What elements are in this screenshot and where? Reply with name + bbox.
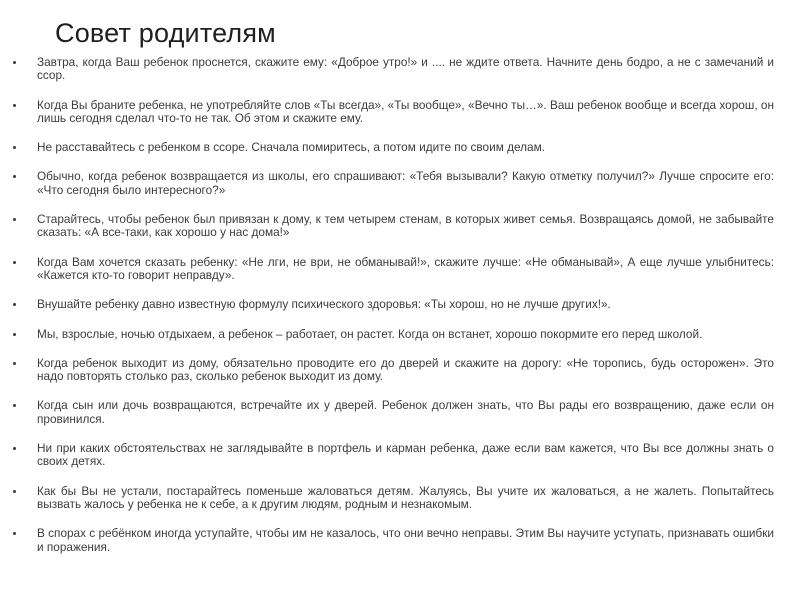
- advice-text: Старайтесь, чтобы ребенок был привязан к дому, к тем четырем стенам, в которых живет семья. Возвращаясь домой, не забывайте сказать: «А все-таки, как хорошо у нас дома!»: [37, 212, 774, 240]
- page-title: Совет родителям: [55, 18, 276, 48]
- advice-text: Завтра, когда Ваш ребенок проснется, скажите ему: «Доброе утро!» и .... не ждите ответа. Начните день бодро, а не с замечаний и ссор.: [37, 55, 774, 83]
- advice-text: Как бы Вы не устали, постарайтесь поменьше жаловаться детям. Жалуясь, Вы учите их жаловаться, а не жалеть. Попытайтесь вызвать жалось у ребенка не к себе, а к другим людям, родным и незнакомым.: [37, 483, 774, 511]
- bullet-icon: [13, 333, 16, 336]
- advice-item: [12, 99, 774, 126]
- advice-text: Обычно, когда ребенок возвращается из школы, его спрашивают: «Тебя вызывали? Какую отметку получил?» Лучше спросите его: «Что сегодня было интересного?»: [37, 169, 774, 197]
- advice-text: Когда сын или дочь возвращаются, встречайте их у дверей. Ребенок должен знать, что Вы рады его возвращению, даже если он провинился.: [37, 398, 774, 426]
- bullet-icon: [13, 61, 16, 64]
- advice-list: [12, 56, 774, 570]
- advice-item: [12, 256, 774, 283]
- bullet-icon: [13, 532, 16, 535]
- advice-text: Когда ребенок выходит из дому, обязательно проводите его до дверей и скажите на дорогу: «Не торопись, будь осторожен». Это надо повторять столько раз, сколько ребенок выходит из дому.: [37, 355, 774, 384]
- advice-text: Когда Вам хочется сказать ребенку: «Не лги, не ври, не обманывай!», скажите лучше: «Не обманывай», А еще лучше улыбнитесь: «Кажется кто-то говорит неправду».: [37, 254, 774, 282]
- advice-text: Мы, взрослые, ночью отдыхаем, а ребенок – работает, он растет. Когда он встанет, хорошо покормите его перед школой.: [37, 326, 703, 341]
- bullet-icon: [13, 104, 16, 107]
- advice-item: [12, 56, 774, 83]
- advice-item: [12, 527, 774, 554]
- bullet-icon: [13, 218, 16, 221]
- advice-item: [12, 328, 774, 341]
- bullet-icon: [13, 404, 16, 407]
- bullet-icon: [13, 447, 16, 450]
- advice-item: [12, 399, 774, 426]
- advice-item: [12, 485, 774, 512]
- bullet-icon: [13, 490, 16, 493]
- advice-item: [12, 170, 774, 197]
- advice-text: Когда Вы браните ребенка, не употребляйте слов «Ты всегда», «Ты вообще», «Вечно ты…». Ваш ребенок вообще и всегда хорош, он лишь сегодня сделал что-то не так. Об этом и скажите ему.: [37, 97, 774, 125]
- advice-item: [12, 213, 774, 240]
- advice-item: [12, 298, 774, 311]
- bullet-icon: [13, 175, 16, 178]
- bullet-icon: [13, 261, 16, 264]
- advice-text: В спорах с ребёнком иногда уступайте, чтобы им не казалось, что они вечно неправы. Этим Вы научите уступать, признавать ошибки и поражения.: [37, 526, 774, 554]
- advice-item: [12, 442, 774, 469]
- advice-item: [12, 357, 774, 384]
- bullet-icon: [13, 303, 16, 306]
- advice-item: [12, 141, 774, 154]
- advice-text: Не расставайтесь с ребенком в ссоре. Сначала помиритесь, а потом идите по своим делам.: [37, 140, 545, 155]
- bullet-icon: [13, 362, 16, 365]
- advice-text: Внушайте ребенку давно известную формулу психического здоровья: «Ты хорош, но не лучше других!».: [37, 297, 611, 312]
- advice-text: Ни при каких обстоятельствах не заглядывайте в портфель и карман ребенка, даже если вам кажется, что Вы все должны знать о своих детях.: [37, 441, 774, 469]
- bullet-icon: [13, 146, 16, 149]
